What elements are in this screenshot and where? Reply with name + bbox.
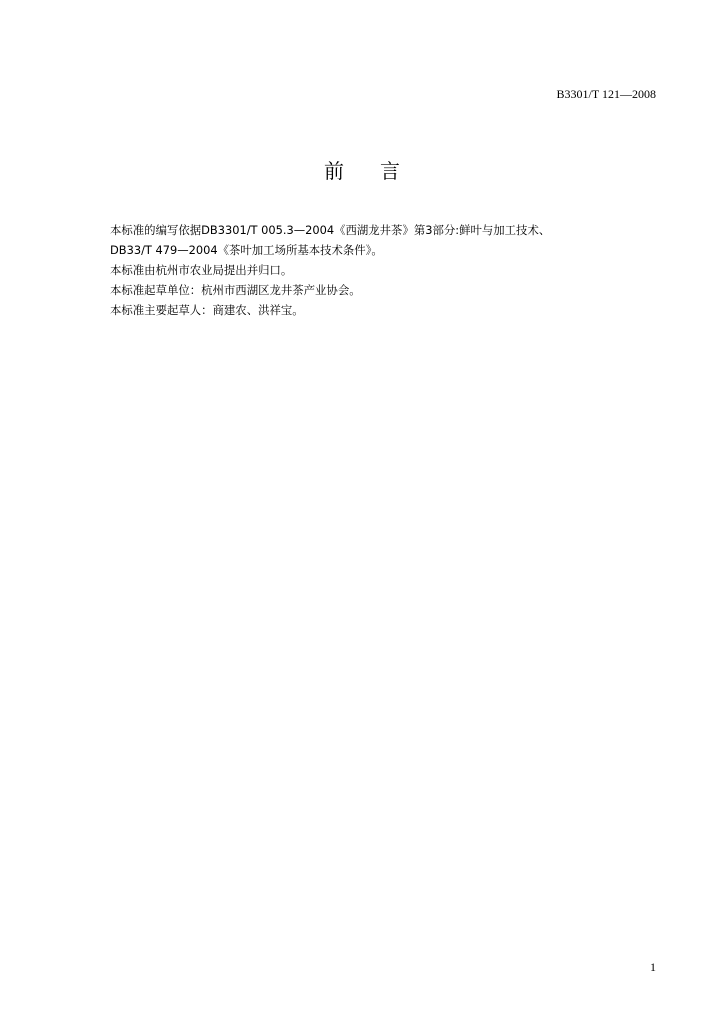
standard-code: B3301/T 121—2008 [556, 87, 656, 101]
title-char-2: 言 [380, 159, 400, 183]
page-number: 1 [650, 960, 656, 974]
title-char-1: 前 [324, 159, 344, 183]
foreword-line-2: DB33/T 479—2004《茶叶加工场所基本技术条件》。 [110, 243, 383, 257]
page-title [0, 155, 724, 184]
foreword-line-5: 本标准主要起草人：商建农、洪祥宝。 [110, 303, 304, 317]
foreword-body [110, 220, 630, 320]
foreword-line-4: 本标准起草单位：杭州市西湖区龙井茶产业协会。 [110, 283, 361, 297]
foreword-line-1: 本标准的编写依据DB3301/T 005.3—2004《西湖龙井茶》第3部分:鲜叶与加工技术、 [110, 223, 551, 237]
foreword-line-3: 本标准由杭州市农业局提出并归口。 [110, 263, 293, 277]
